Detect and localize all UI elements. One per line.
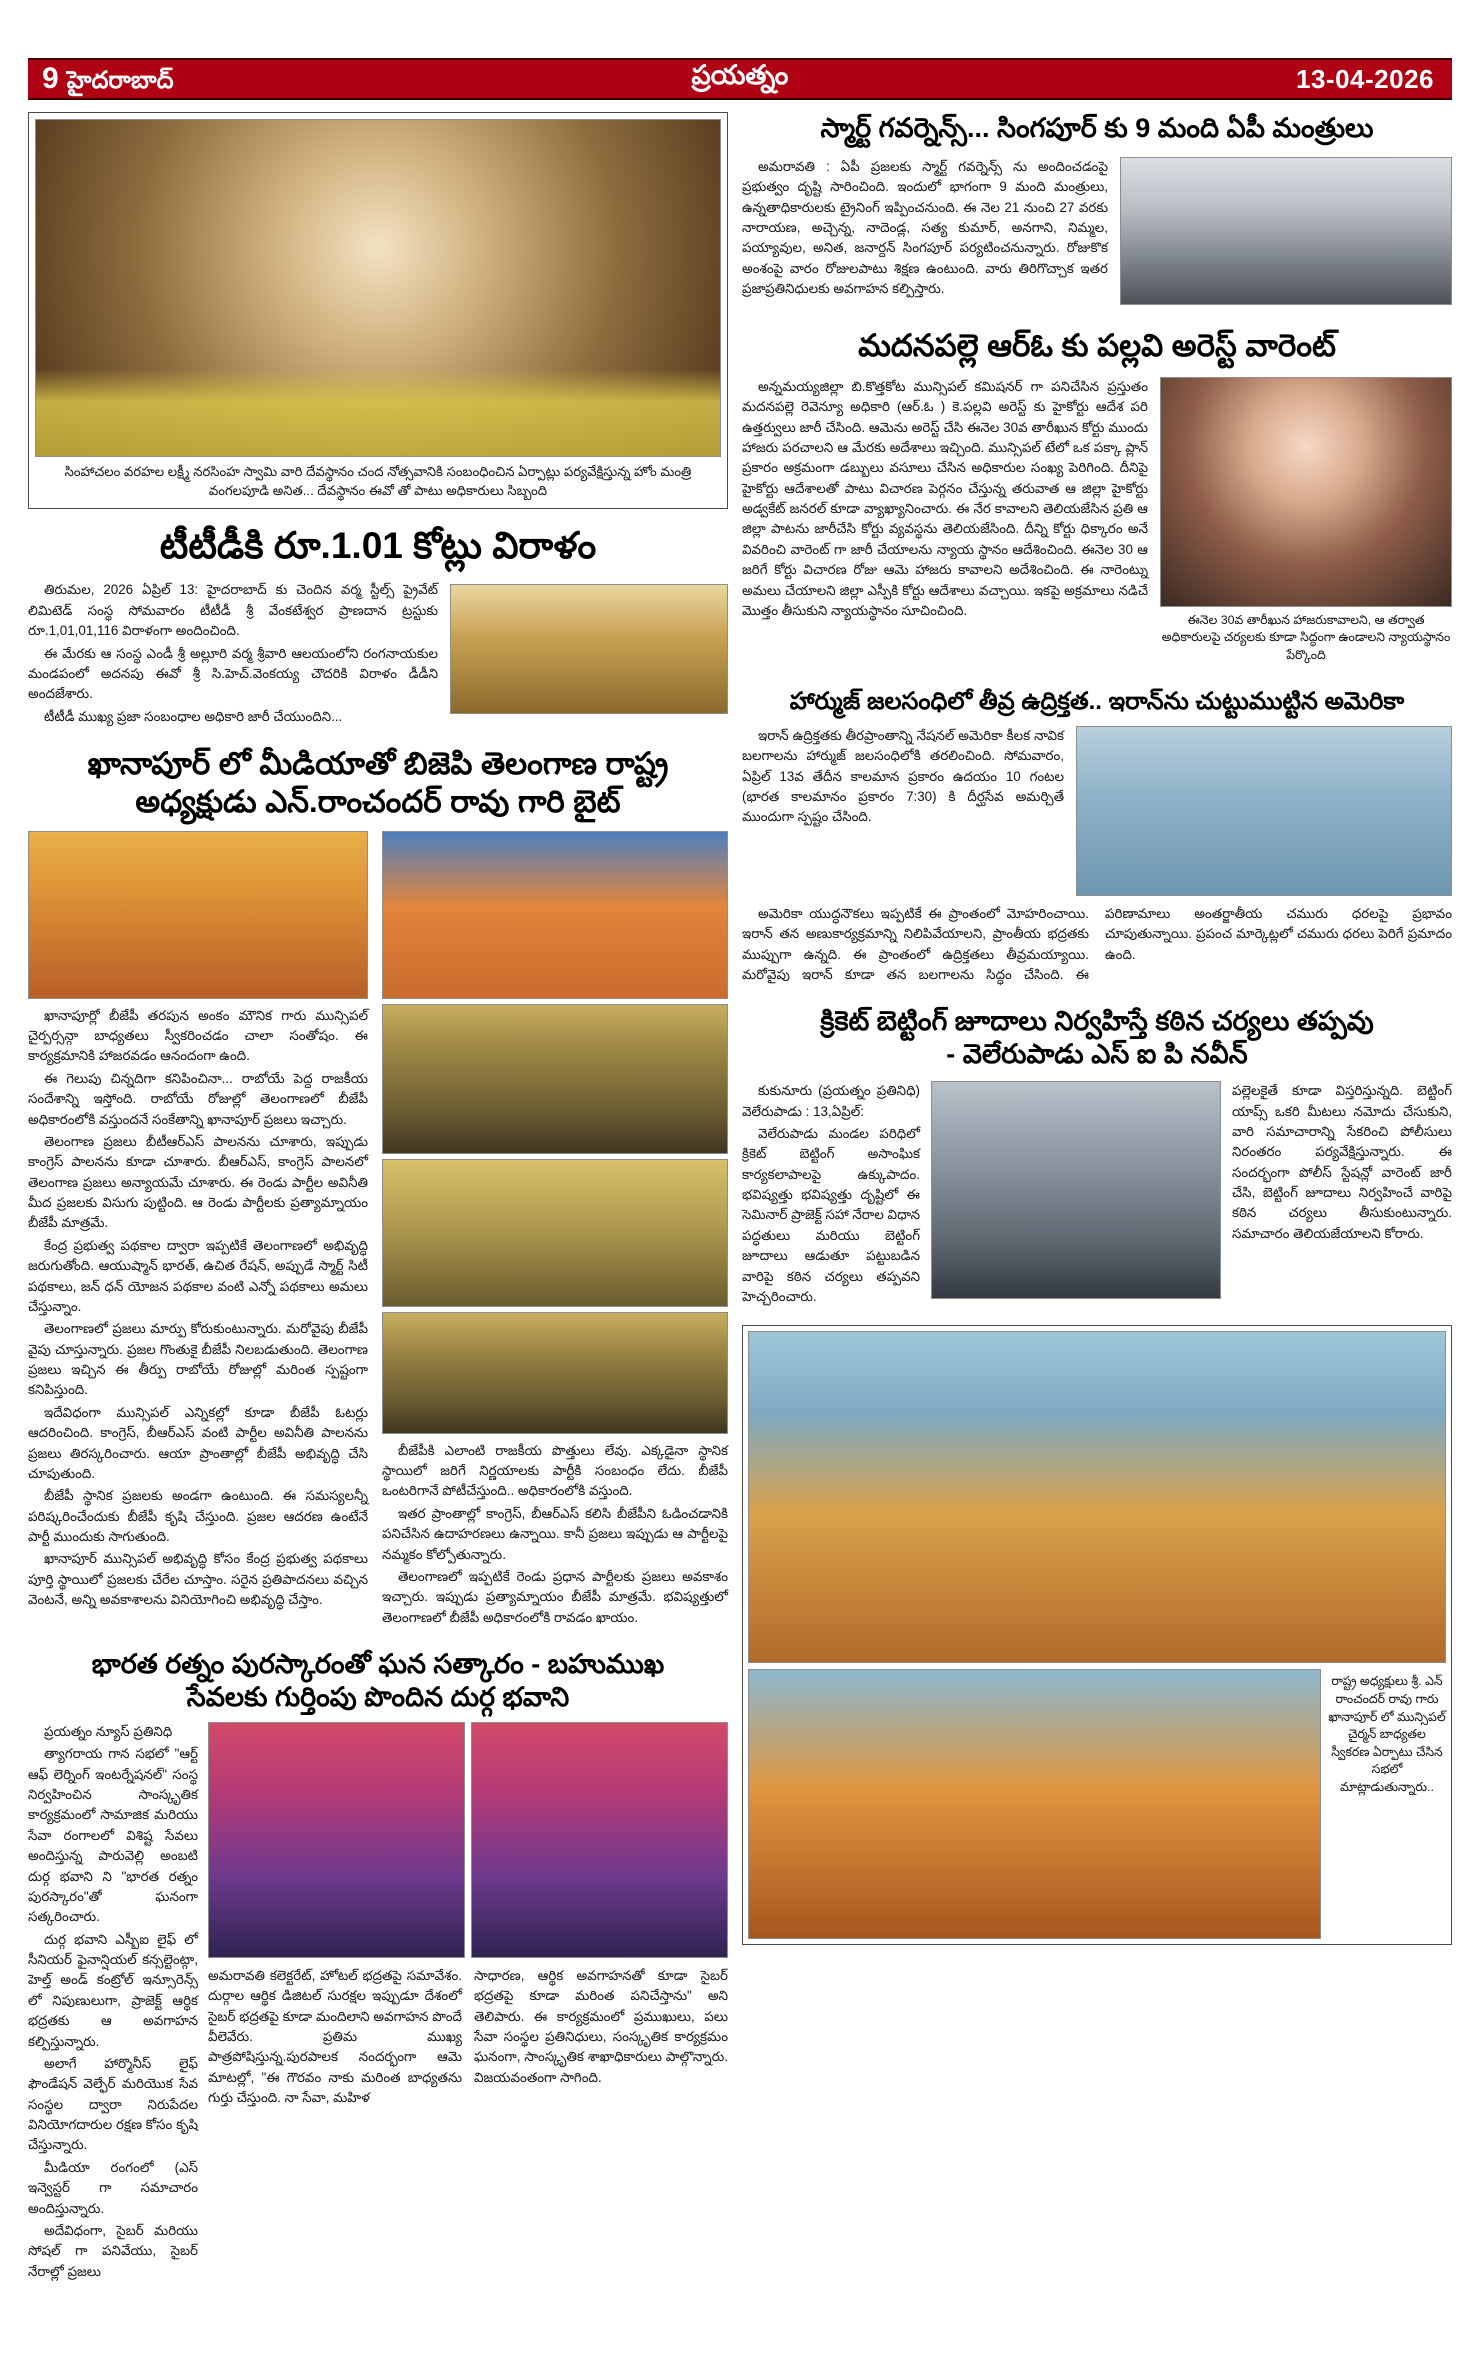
publication-date: 13-04-2026	[1296, 63, 1434, 94]
durga-paragraph: అదేవిధంగా, సైబర్ మరియు సోషల్ గా పనివేయు, సైబర్ నేరాల్లో ప్రజలు	[28, 2222, 198, 2279]
bjp-crowd-photo-2	[382, 1312, 728, 1434]
hormuz-strait-map	[1076, 726, 1452, 896]
temple-ritual-photo	[35, 119, 721, 457]
bjp-paragraph: తెలంగాణలో ఇప్పటికే రెండు ప్రధాన పార్టీలకు ప్రజలు అవకాశం ఇచ్చారు. ఇప్పుడు ప్రత్యామ్నాయం బీజేపీ మాత్రమే. భవిష్యత్తులో తెలంగాణలో బీజేపీ అధికారంలోకి రావడం ఖాయం.	[382, 1568, 728, 1625]
pallavi-photo-caption: ఈనెల 30వ తారీఖున హాజరుకావాలని, ఆ తర్వాత అధికారులపై చర్యలకు కూడా సిద్ధంగా ఉండాలని న్యాయస్థానం పేర్కొంది	[1161, 612, 1451, 662]
hormuz-body-left	[742, 726, 1064, 830]
hormuz-paragraph: ఇరాన్ ఉద్రిక్తతకు తీరప్రాంతాన్ని నేషనల్ అమెరికా కీలక నావిక బలగాలను హార్ముజ్ జలసంధిలోకి తరలించింది. సోమవారం, ఏప్రిల్ 13వ తేదీన కాలమాన ప్రకారం ఉదయం 10 గంటల (భారత కాలమానం ప్రకారం 7:30) కి దీర్ఘసేవ అమర్చితే ముందుగా స్పష్టం చేసింది.	[742, 727, 1064, 825]
left-column	[28, 112, 728, 2284]
page-number: 9	[42, 62, 59, 95]
ttd-donation-photo	[450, 584, 728, 714]
durga-headline	[28, 1648, 728, 1714]
cricket-headline-line1: క్రికెట్ బెట్టింగ్ జూదాలు నిర్వహిస్తే కఠిన చర్యలు తప్పవు	[820, 1006, 1374, 1037]
hormuz-paragraph: అమెరికా యుద్ధనౌకలు ఇప్పటికే ఈ ప్రాంతంలో మోహరించాయి. ఇరాన్ తన అణుకార్యక్రమాన్ని నిలిపివేయాలని, ప్రాంతీయ భద్రతకు ముప్పుగా ఉన్నది. ఈ ప్రాంతంలో ఉద్రిక్తతలు తీవ్రమయ్యాయి. మరోవైపు ఇరాన్ కూడా తన బలగాలను సిద్ధం చేసింది. ఈ పరిణామాలు అంతర్జాతీయ చమురు ధరలపై ప్రభావం చూపుతున్నాయి. ప్రపంచ మార్కెట్లలో చమురు ధరలు పెరిగే ప్రమాదం ఉంది.	[742, 905, 1452, 982]
bjp-paragraph: ఖానాపూర్లో బీజేపీ తరపున అంకం మౌనిక గారు మున్సిపల్ చైర్పర్సన్గా బాధ్యతలు స్వీకరించడం చాలా సంతోషం. ఈ కార్యక్రమానికి హాజరవడం ఆనందంగా ఉంది.	[28, 1007, 368, 1064]
bjp-headline-line2: అధ్యక్షుడు ఎన్.రాంచందర్ రావు గారి బైట్	[135, 783, 621, 819]
ttd-body	[28, 580, 438, 729]
temple-photo-caption: సింహాచలం వరహల లక్ష్మీ నరసింహ స్వామి వారి దేవస్థానం చంద నోత్సవానికి సంబంధించిన ఏర్పాట్లు పర్యవేక్షిస్తున్న హోం మంత్రి వంగలపూడి అనిత... దేవస్థానం ఈవో తో పాటు అధికారులు సిబ్బంది	[64, 464, 692, 499]
bjp-crowd-photo-1	[382, 1159, 728, 1307]
bjp-article	[28, 745, 728, 1630]
durga-article	[28, 1648, 728, 2284]
masthead-left	[28, 64, 174, 94]
durga-paragraph: త్యాగరాయ గాన సభలో "ఆర్ట్ ఆఫ్ లెర్నింగ్ ఇంటర్నేషనల్" సంస్థ నిర్వహించిన సాంస్కృతిక కార్యక్రమంలో సామాజిక మరియు సేవా రంగాలలో విశిష్ట సేవలు అందిస్తున్న పారువెల్లి అంబటి దుర్గ భవాని ని "భారత రత్నం పురస్కారం"తో ఘనంగా సత్కరించారు.	[28, 1746, 198, 1925]
durga-headline-line1: భారత రత్నం పురస్కారంతో ఘన సత్కారం - బహుముఖ	[91, 1649, 665, 1680]
police-officer-photo	[931, 1081, 1221, 1299]
madanapalle-article	[742, 327, 1452, 665]
durga-paragraph: దుర్గ భవాని ఎస్బీఐ లైఫ్ లో సీనియర్ ఫైనాన్షియల్ కన్సల్టెంట్గా, హెల్త్ అండ్ కంట్రోల్ ఇన్సూరెన్స్ లో నిపుణులుగా, ప్రాజెక్ట్ ఆర్థిక భద్రతకు ఆ అవగాహన కల్పిస్తున్నారు.	[28, 1931, 198, 2049]
bjp-stage-photo	[382, 1004, 728, 1154]
hormuz-article	[742, 687, 1452, 986]
cricket-col1	[742, 1081, 920, 1309]
bjp-chairman-caption: రాష్ట్ర అధ్యక్షులు శ్రీ. ఎన్ రాంచందర్ రావు గారు ఖానాపూర్ లో మున్సిపల్ చైర్మన్ బాధ్యతల స్వీకరణ ఏర్పాటు చేసిన సభలో మాట్లాడుతున్నారు..	[1328, 1674, 1446, 1794]
smart-governance-headline: స్మార్ట్ గవర్నెన్స్... సింగపూర్ కు 9 మంది ఏపీ మంత్రులు	[820, 113, 1374, 143]
durga-byline: ప్రయత్నం న్యూస్ ప్రతినిధి	[44, 1723, 173, 1739]
madanapalle-paragraph: అన్నమయ్యజిల్లా బి.కొత్తకోట మున్సిపల్ కమిషనర్ గా పనిచేసిన ప్రస్తుతం మదనపల్లె రెవెన్యూ అధికారి (ఆర్.ఓ ) కె.పల్లవి అరెస్ట్ కు హైకోర్టు ఆదేశ పరి ఉత్తర్వులు జారీ చేసింది. ఆమెను అరెస్ట్ చేసి ఈనెల 30వ తారీఖున కోర్టు ముందు హాజరు పరచాలని ఆ మేరకు అదేశాలు ఇచ్చింది. మున్సిపల్ టేలో ఒక పక్కా ప్లాన్ ప్రకారం అక్రమంగా డబ్బులు వసూలు చేసిన అధికారుల సంఖ్య పెరిగింది. దీనిపై హైకోర్టు ఆదేశాలతో పాటు విచారణ పెర్గనం చేస్తున్న తరువాత ఆ జిల్లా హైకోర్టు అడ్వకేట్ జనరల్ కూడా వ్యాఖ్యానించారు. ఈ నేర కావాలని తెలియజేసిన ప్రతి ఆ జిల్లా పాటను జారీచేసి కోర్టు వ్యవస్థను తెలియజేసింది. దీన్ని కోర్టు ధిక్కారం అనే వివరించి వారెంట్ గా జారీ చేయాలను న్యాయ స్థానం ఆదేశించింది. ఈనెల 30 ఆ జరిగే కోర్టు విచారణ రోజు ఆమె హాజరు కావాలని అదేశించింది. ఈ నారెంట్ను అమలు చేయాలని జిల్లా ఎస్పీకి కోర్టు ఆదేశాలు వచ్చాయి. ఇకపై అక్రమాలు నడిచే మొత్తం తీసుకుని న్యాయస్థానం సూచించింది.	[742, 378, 1148, 618]
durga-col3: సాధారణ, ఆర్థిక అవగాహనతో కూడా సైబర్ భద్రతపై కూడా మరింత పనిచేస్తాను" అని తెలిపారు. ఈ కార్యక్రమంలో ప్రముఖులు, పలు సేవా సంస్థల ప్రతినిధులు, సంస్కృతిక కార్యక్రమం ఘనంగా, సాంస్కృతిక శాఖాధికారులు పాల్గొన్నారు. విజయవంతంగా సాగింది.	[474, 1967, 728, 2085]
bjp-chairman-hall-photo-1	[748, 1331, 1446, 1663]
city-name: హైదరాబాద్	[66, 67, 174, 94]
durga-paragraph: అలాగే హార్మొనీస్ లైఫ్ ఫౌండేషన్ వెల్ఫేర్ మరియొక సేవ సంస్థల ద్వారా నిరుపేదల వినియోగదారుల రక్షణ కోసం కృషి చేస్తున్నారు.	[28, 2055, 198, 2153]
durga-col2: అమరావతి కలెక్టరేట్, హోటల్ భద్రతపై సమావేశం. దుర్గాల ఆర్థిక డిజిటల్ సురక్షల ఇప్పుడూ దేశంలో సైబర్ భద్రతపై కూడా మందిలాని అవగాహన పొందే వీలెవేరు. ప్రతిమ ముఖ్య పాత్రపోషిస్తున్న.పురపాలక నందర్భంగా ఆమె మాటల్లో, "ఈ గౌరవం నాకు మరింత బాధ్యతను గుర్తు చేస్తుంది. నా సేవా, మహిళ	[208, 1967, 462, 2106]
pallavi-portrait-photo	[1160, 377, 1452, 607]
bjp-chairman-hall-photo-2	[748, 1669, 1321, 1939]
ttd-article	[28, 523, 728, 729]
right-column	[742, 112, 1452, 1945]
ttd-paragraph: ఈ మేరకు ఆ సంస్థ ఎండీ శ్రీ అల్లూరి వర్మ శ్రీవారి ఆలయంలోని రంగనాయకుల మండపంలో అదనపు ఈవో శ్రీ సి.హెచ్.వెంకయ్య చౌదరికి విరాళం డీడీని అందజేశారు.	[28, 645, 438, 702]
temple-article-block	[28, 112, 728, 509]
durga-headline-line2: సేవలకు గుర్తింపు పొందిన దుర్గ భవాని	[186, 1681, 570, 1712]
madanapalle-body	[742, 377, 1148, 624]
durga-award-photo-2	[471, 1722, 728, 1958]
cricket-headline-line2: - వెలేరుపాడు ఎస్ ఐ పి నవీన్	[946, 1039, 1248, 1070]
bjp-rally-photo-1	[28, 831, 368, 999]
bjp-paragraph: బీజేపీకి ఎలాంటి రాజకీయ పొత్తులు లేవు. ఎక్కడైనా స్థానిక స్థాయిలో జరిగే నిర్ణయాలకు పార్టీకి సంబంధం లేదు. బీజేపీ ఒంటరిగానే పోటీచేస్తుంది.. అధికారంలోకి వస్తుంది.	[382, 1442, 728, 1499]
bjp-paragraph: ఖానాపూర్ మున్సిపల్ అభివృద్ధి కోసం కేంద్ర ప్రభుత్వ పథకాలు పూర్తి స్థాయిలో ప్రజలకు చేరేల చూస్తాం. సరైన ప్రతిపాదనలు వచ్చిన వెంటనే, అన్ని అవకాశాలను వినియోగించి అభివృద్ధి చేస్తాం.	[28, 1551, 368, 1608]
bjp-paragraph: తెలంగాణ ప్రజలు బీటీఆర్ఎస్ పాలనను చూశారు, ఇప్పుడు కాంగ్రెస్ పాలనను కూడా చూశారు. బీఆర్ఎస్, కాంగ్రెస్ పాలనలో తెలంగాణ ప్రజలు అన్యాయమే చూశారు. ఈ రెండు పార్టీల అవినీతి మీద ప్రజలకు విసుగు పుట్టింది. ఆ రెండు పార్టీలకు ప్రత్యామ్నాయం బీజేపీ మాత్రమే.	[28, 1133, 368, 1231]
cricket-article	[742, 1005, 1452, 1309]
ttd-paragraph: టీటీడీ ముఖ్య ప్రజా సంబంధాల అధికారి జారీ చేయుందిని...	[44, 708, 343, 724]
bjp-headline	[28, 745, 728, 821]
bjp-chairman-block	[742, 1325, 1452, 1945]
hormuz-body-right	[742, 904, 1452, 986]
durga-award-photo-1	[208, 1722, 465, 1958]
bjp-paragraph: తెలంగాణలో ప్రజలు మార్పు కోరుకుంటున్నారు. మరోవైపు బీజేపీ వైపు చూస్తున్నారు. ప్రజల గొంతుకై బీజేపీ నిలబడుతుంది. తెలంగాణ ప్రజలు ఇచ్చిన ఈ తీర్పు రాబోయే రోజుల్లో మరింత స్పష్టంగా కనిపిస్తుంది.	[28, 1321, 368, 1398]
smart-governance-paragraph: అమరావతి : ఏపీ ప్రజలకు స్మార్ట్ గవర్నెన్స్ ను అందించడంపై ప్రభుత్వం దృష్టి సారించింది. ఇందులో భాగంగా 9 మంది మంత్రులు, ఉన్నతాధికారులకు ట్రైనింగ్ ఇప్పించనుంది. ఈ నెల 21 నుంచి 27 వరకు నారాయణ, అచ్చెన్న, నాదెండ్ల, సత్య కుమార్, అనగాని, నిమ్మల, పయ్యావుల, అనిత, జనార్దన్ సింగపూర్ పర్యటించనున్నారు. రోజుకొక అంశంపై వారం రోజులపాటు శిక్షణ ఉంటుంది. వారు తిరిగొచ్చాక ఇతర ప్రజాప్రతినిధులకు అవగాహన కల్పిస్తారు.	[742, 158, 1108, 297]
bjp-paragraph: కేంద్ర ప్రభుత్వ పథకాల ద్వారా ఇప్పటికే తెలంగాణలో అభివృద్ధి జరుగుతోంది. ఆయుష్మాన్ భారత్, ఉచిత రేషన్, అప్పుడే స్మార్ట్ సిటీ పథకాలు, జన్ ధన్ యోజన పథకాల వంటి ఎన్నో పథకాలు అమలు చేస్తున్నాం.	[28, 1237, 368, 1314]
durga-col1	[28, 1722, 198, 2282]
bjp-paragraph: ఇదేవిధంగా మున్సిపల్ ఎన్నికల్లో కూడా బీజేపీ ఓటర్లు ఆదరించింది. కాంగ్రెస్, బీఆర్ఎస్ వంటి పార్టీల అవినీతి పాలనను ప్రజలు తిరస్కరించారు. ఆయా ప్రాంతాల్లో బీజేపీ అభివృద్ధి చేసి చూపుతుంది.	[28, 1404, 368, 1481]
bjp-speaker-photo	[382, 831, 728, 999]
smart-governance-article	[742, 112, 1452, 305]
cricket-paragraph: వెలేరుపాడు మండల పరిధిలో క్రికెట్ బెట్టింగ్ అసాంఘిక కార్యకలాపాలపై ఉక్కుపాదం. భవిష్యత్తు భవిష్యత్తు దృష్టిలో ఈ సెమినార్ ప్రాజెక్ట్ సహా నేరాల విధాన పద్ధతులు మరియు బెట్టింగ్ జూదాలు ఆడుతూ పట్టుబడిన వారిపై కఠిన చర్యలు తప్పవని హెచ్చరించారు.	[742, 1125, 920, 1304]
madanapalle-headline: మదనపల్లె ఆర్‌ఓ కు పల్లవి అరెస్ట్ వారెంట్	[858, 327, 1336, 363]
bjp-right-body	[382, 1441, 728, 1628]
bjp-paragraph: ఈ గెలుపు చిన్నదిగా కనిపించినా... రాబోయే పెద్ద రాజకీయ సందేశాన్ని ఇస్తోంది. రాబోయే రోజుల్లో తెలంగాణలో బీజేపీ అధికారంలోకి వస్తుందనే సంకేతాన్ని ఖానాపూర్ ప్రజలు ఇచ్చారు.	[28, 1070, 368, 1127]
masthead-bar	[28, 58, 1452, 100]
smart-governance-body	[742, 157, 1108, 302]
ap-ministers-meeting-photo	[1120, 157, 1452, 305]
bjp-paragraph: బీజేపీ స్థానిక ప్రజలకు అండగా ఉంటుంది. ఈ సమస్యలన్నీ పరిష్కరించేందుకు బీజేపీ కృషి చేస్తుంది. ప్రజల ఆదరణ ఉంటేనే పార్టీ ముందుకు సాగుతుంది.	[28, 1488, 368, 1545]
cricket-byline: కుకునూరు (ప్రయత్నం ప్రతినిధి) వెలేరుపాడు : 13,ఏప్రిల్:	[742, 1083, 920, 1119]
bjp-paragraph: ఇతర ప్రాంతాల్లో కాంగ్రెస్, బీఆర్ఎస్ కలిసి బీజేపీని ఓడించడానికి పనిచేసిన ఉదాహరణలు ఉన్నాయి. కానీ ప్రజలు ఇప్పుడు ఆ పార్టీలపై నమ్మకం కోల్పోతున్నారు.	[382, 1505, 728, 1562]
ttd-paragraph: తిరుమల, 2026 ఏప్రిల్ 13: హైదరాబాద్ కు చెందిన వర్మ స్టీల్స్ ప్రైవేట్ లిమిటెడ్ సంస్థ సోమవారం టీటీడీ శ్రీ వేంకటేశ్వర ప్రాణదాన ట్రస్టుకు రూ.1,01,01,116 విరాళంగా అందించింది.	[28, 582, 438, 639]
bjp-left-body	[28, 1006, 368, 1611]
paper-title: ప్రయత్నం	[691, 60, 789, 90]
durga-paragraph: మీడియా రంగంలో (ఎస్ ఇన్వెస్టర్ గా సమాచారం అందిస్తున్నారు.	[28, 2159, 198, 2216]
hormuz-headline: హార్ముజ్ జలసంధిలో తీవ్ర ఉద్రిక్తత.. ఇరాన్‌ను చుట్టుముట్టిన అమెరికా	[789, 687, 1405, 715]
ttd-headline: టీటీడీకి రూ.1.01 కోట్లు విరాళం	[159, 525, 597, 567]
cricket-col2: పల్లెలకైతే కూడా విస్తరిస్తున్నది. బెట్టింగ్ యాప్స్ ఒకరి మీటలు నమోదు చేసుకుని, వారి సమాచారాన్ని సేకరించి పోలీసులు నిరంతరం పర్యవేక్షిస్తున్నారు. ఈ సందర్భంగా పోలీస్ స్టేషన్లో వారెంట్ జారీ చేసి, బెట్టింగ్ జూదాలు నిర్వహించే వారిపై కఠిన చర్యలు తీసుకుంటున్నారు. సమాచారం తెలియజేయాలని కోరారు.	[1232, 1083, 1452, 1241]
bjp-headline-line1: ఖానాపూర్ లో మీడియాతో బిజెపి తెలంగాణ రాష్ట్ర	[87, 746, 669, 782]
cricket-headline	[742, 1005, 1452, 1071]
